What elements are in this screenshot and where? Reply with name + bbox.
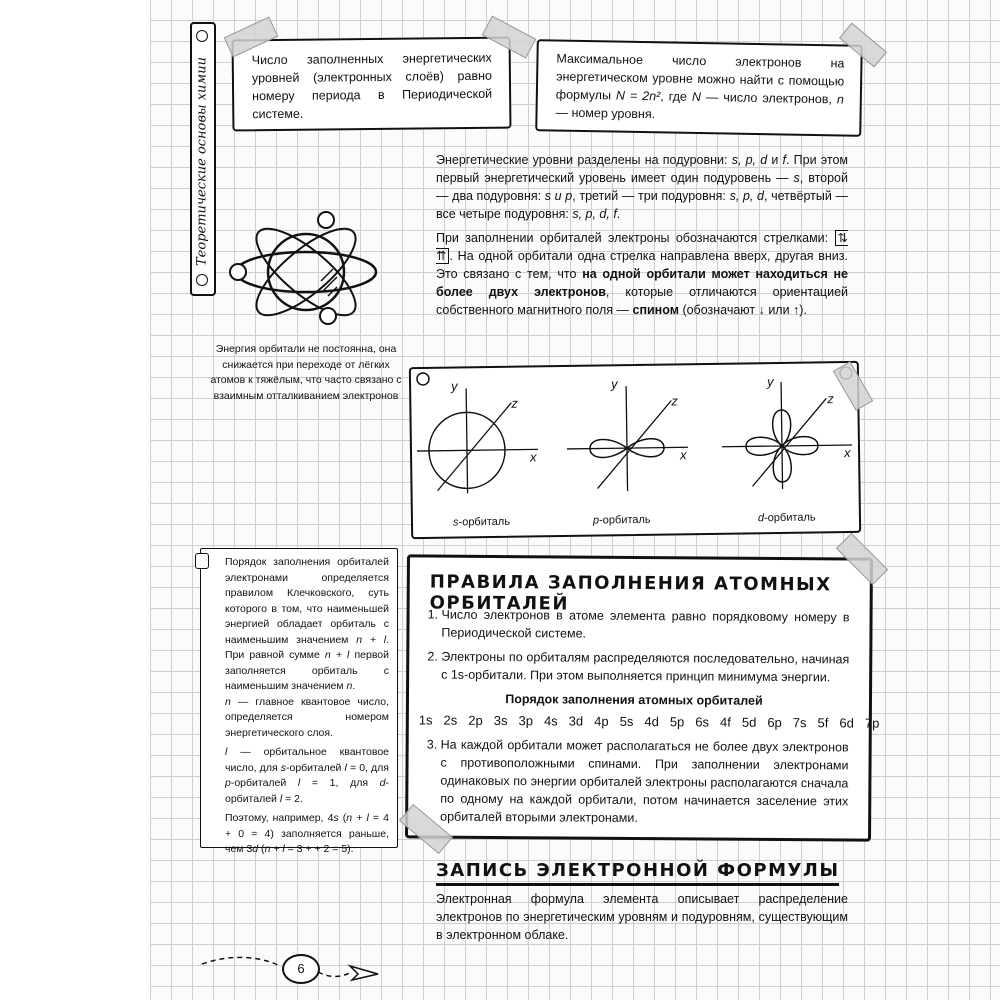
- max-electrons-text: Максимальное число электронов на энергетическом уровне можно найти с помощью формулы N = 2n², где N — число электронов, n — номер уровня.: [555, 51, 845, 122]
- axis-label-x: x: [529, 449, 537, 465]
- orbitals-box: [409, 361, 861, 539]
- order-sequence: 1s 2s 2p 3s 3p 4s 3d 4p 5s 4d 5p 6s 4f 5d 6p 7s 5f 6d 7p: [418, 712, 880, 731]
- rules-list: [419, 605, 850, 686]
- tab-circle: [417, 373, 429, 385]
- rules-title: ПРАВИЛА ЗАПОЛНЕНИЯ АТОМНЫХ ОРБИТАЛЕЙ: [429, 571, 832, 615]
- tab-circle-top: [196, 30, 208, 42]
- tab-circle-bottom: [196, 274, 208, 286]
- d-orbital-caption: d-орбиталь: [757, 511, 816, 525]
- klechkovsky-text: Порядок заполнения орбиталей электронами определяется правилом Клечковского, суть которого в том, что наименьшей энергией обладает орбиталь с наименьшим значением n + l. При равной сумме n + l первой заполняется орбиталь с наименьшим значением n. n — главное квантовое число, определяется номером энергетического слоя. l — орбитальное квантовое число, для s-орбиталей l = 0, для p-орбиталей l = 1, для d-орбиталей l = 2. Поэтому, например, 4s (n + l = 4 + 0 = 4) заполняется раньше, чем 3d (n + l = 3 + + 2 = 5).: [225, 556, 389, 855]
- rule-item: 3. На каждой орбитали может располагаться не более двух электронов с противоположными спинами. При заполнении электронами одинаковых по энергии орбиталей электроны располагаются сначала по одному на каждой орбитали, потом начинается заселение этих орбиталей вторыми электронами.: [440, 736, 849, 829]
- atom-caption: Энергия орбитали не постоянна, она снижается при переходе от лёгких атомов к тяжёлым, что часто связано с взаимным отталкиванием электронов: [210, 343, 402, 402]
- s-orbital-figure: [416, 387, 538, 494]
- axis-label-x: x: [843, 444, 851, 461]
- order-title: Порядок заполнения атомных орбиталей: [505, 692, 763, 708]
- side-label-box: [190, 22, 216, 296]
- page-margin: [0, 0, 150, 1000]
- page-number-badge: [282, 954, 320, 984]
- rules-body: [418, 605, 880, 834]
- page-number: 6: [297, 961, 305, 976]
- formula-section-text: Электронная формула элемента описывает распределение электронов по энергетическим уровням и подуровням, существующим в электронном облаке.: [436, 892, 848, 942]
- p-orbital-caption: p-орбиталь: [592, 513, 651, 527]
- axis-label-y: y: [766, 374, 774, 390]
- klechkovsky-note: [200, 548, 398, 855]
- axis-label-y: y: [610, 376, 618, 392]
- s-orbital-caption: s-орбиталь: [452, 515, 511, 529]
- axis-label-z: z: [511, 395, 518, 411]
- p-orbital-figure: [566, 385, 688, 492]
- rules-list-continued: [418, 735, 849, 828]
- period-note-box: [232, 37, 512, 132]
- rule-item: 1. Число электронов в атоме элемента равно порядковому номеру в Периодической системе.: [441, 606, 849, 645]
- note-tab-icon: [195, 553, 209, 569]
- axis-label-z: z: [671, 393, 678, 409]
- period-note-text: Число заполненных энергетических уровней (электронных слоёв) равно номеру периода в Периодической системе.: [251, 50, 493, 122]
- rules-box: [405, 554, 880, 841]
- sublevels-text: Энергетические уровни разделены на подуровни: s, p, d и f. При этом первый энергетический уровень имеет один подуровень — s, второй — два подуровня: s и p, третий — три подуровня: s, p, d, четвёртый — все четыре подуровня: s, p, d, f. При заполнении орбиталей электроны обозначаются стрелками: ⇅ ⇈ . На одной орбитали одна стрелка направлена вверх, другая вниз. Это связано с тем, что на одной орбитали может находиться не более двух электронов, которые отличаются ориентацией собственного магнитного поля — спином (обозначают ↓ или ↑).: [436, 153, 849, 317]
- atom-illustration: [226, 206, 386, 336]
- axis-label-z: z: [827, 391, 834, 407]
- electron-arrows-icon: ⇅ ⇈: [436, 231, 848, 263]
- max-electrons-box: [535, 39, 863, 137]
- axis-label-y: y: [450, 378, 458, 394]
- paper-plane-icon: [350, 966, 378, 980]
- axis-label-x: x: [679, 447, 687, 463]
- rule-item: 2. Электроны по орбиталям распределяются последовательно, начиная с 1s-орбитали. При этом выполняется принцип минимума энергии.: [441, 648, 849, 687]
- side-label: Теоретические основы химии: [194, 57, 210, 266]
- formula-section-title: ЗАПИСЬ ЭЛЕКТРОННОЙ ФОРМУЛЫ: [436, 860, 839, 886]
